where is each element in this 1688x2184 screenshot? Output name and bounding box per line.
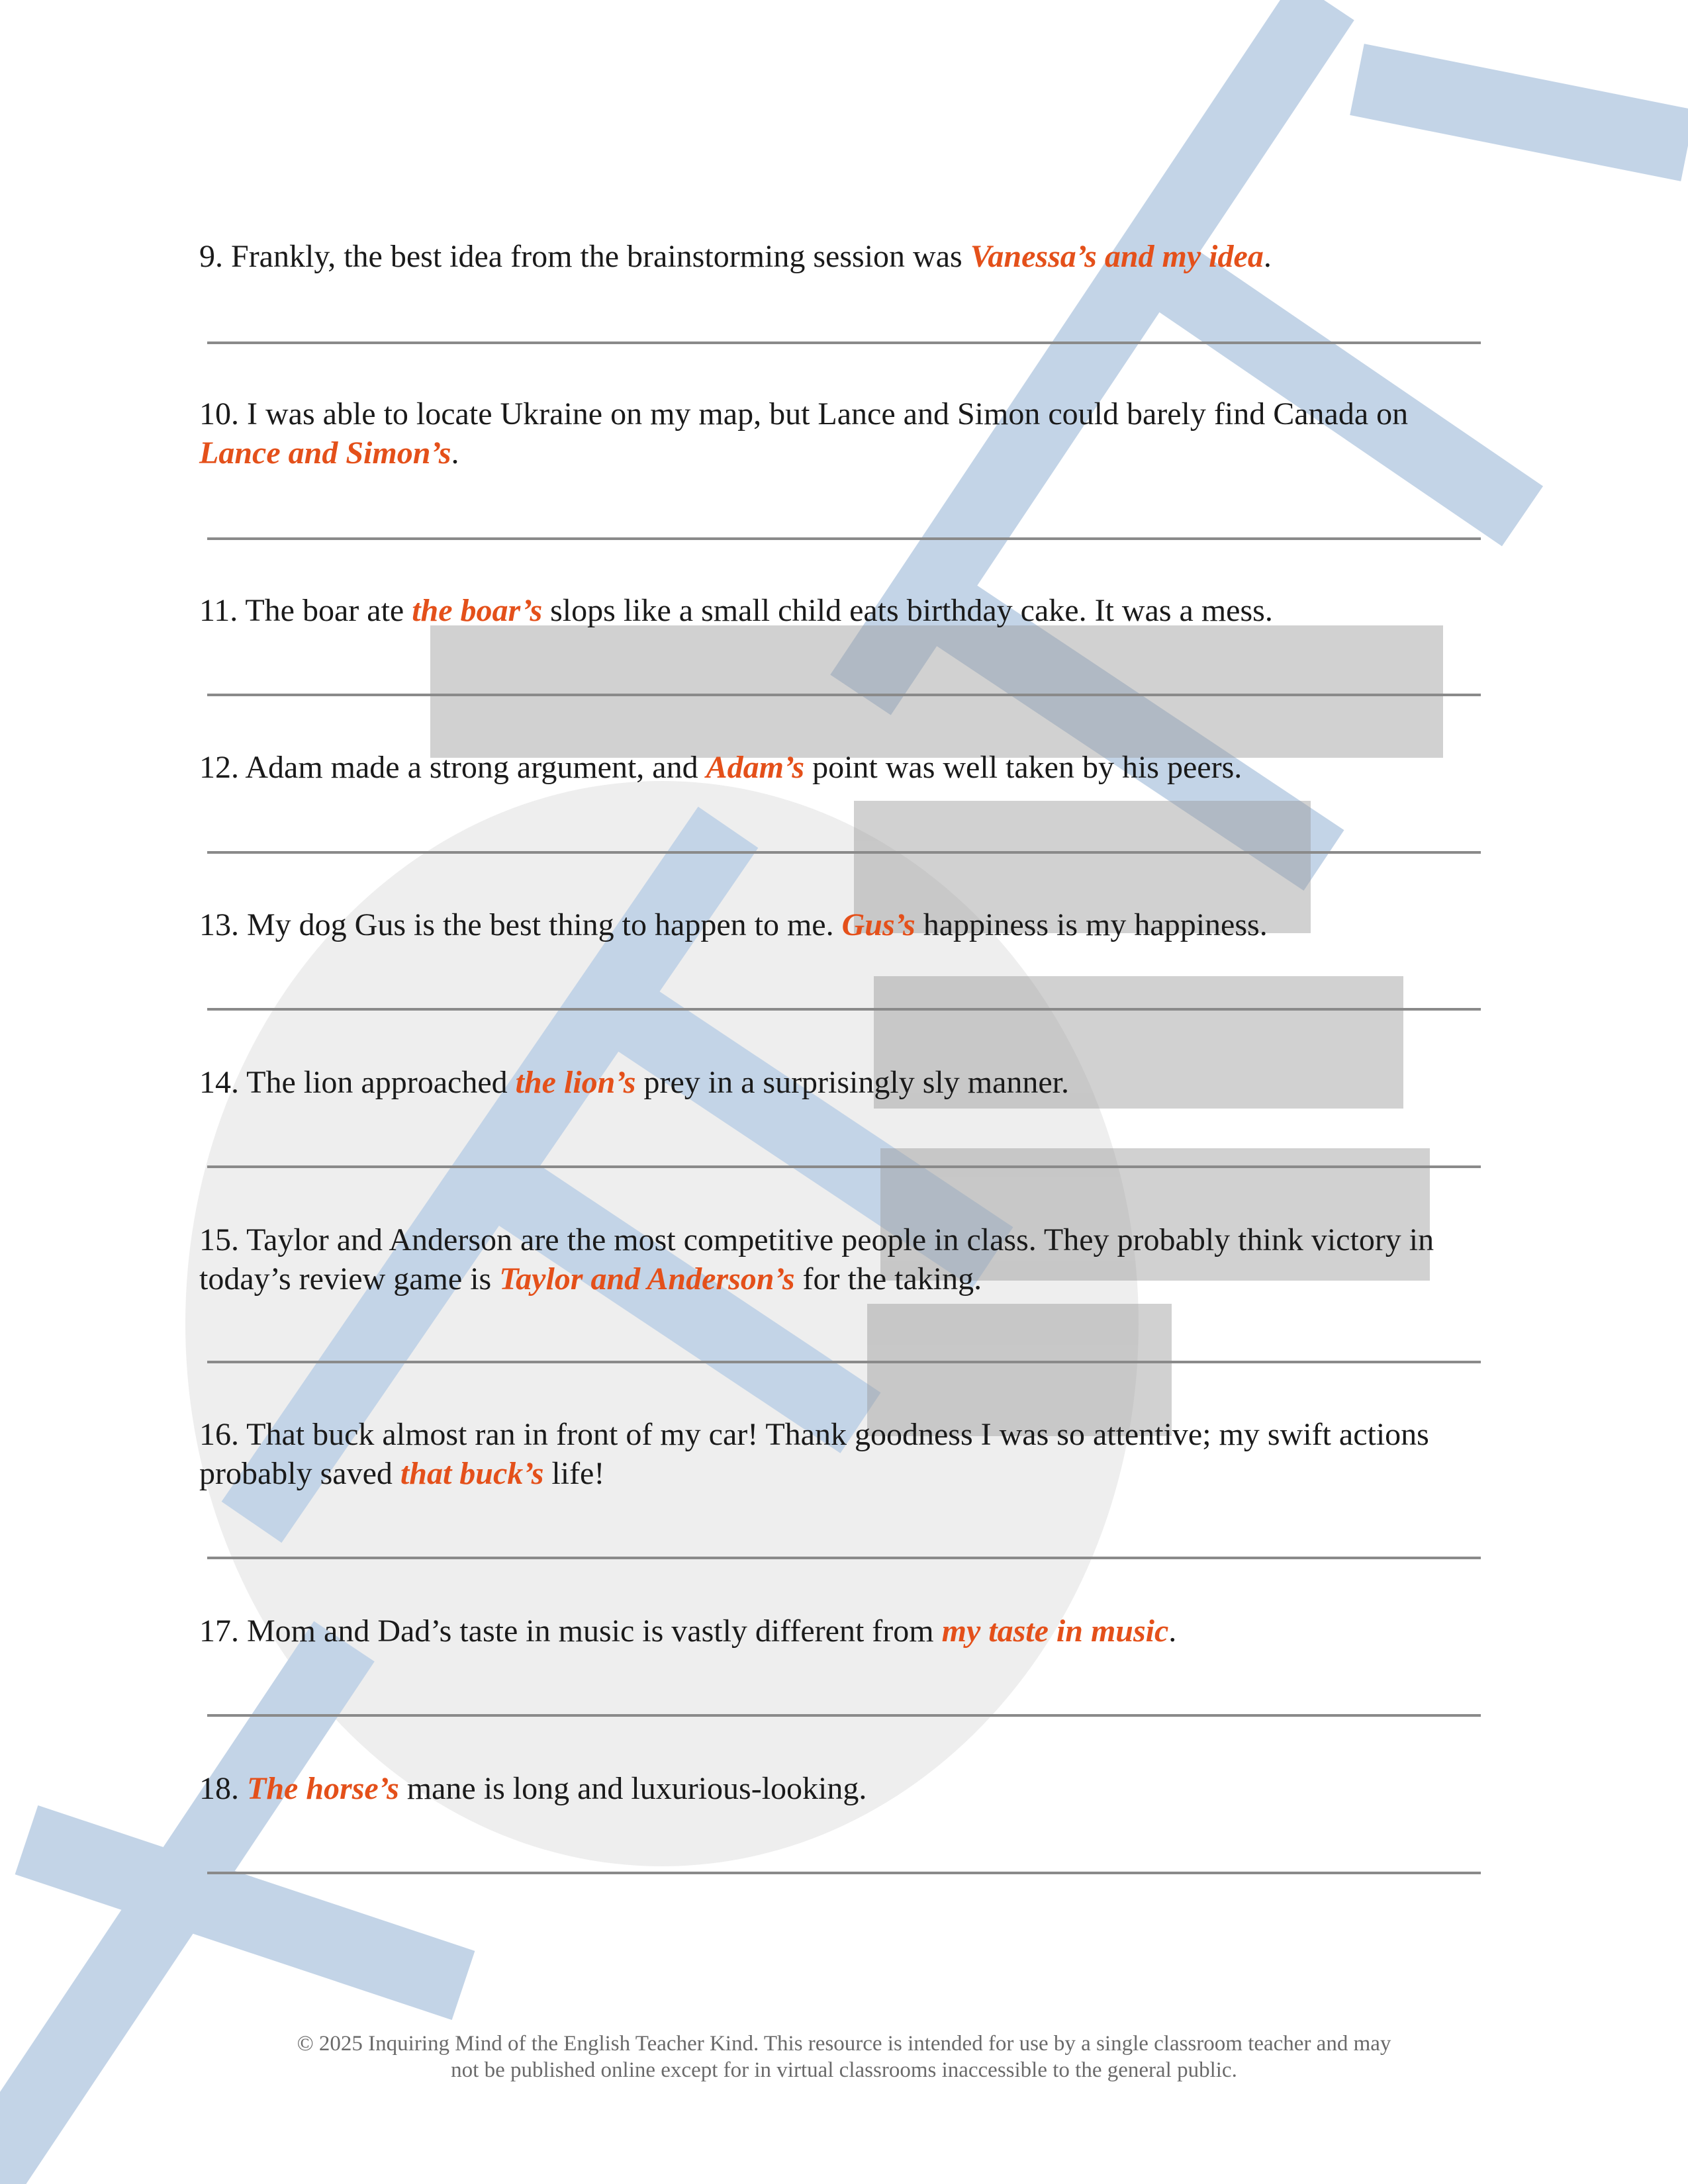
sentence-text: mane is long and luxurious-looking. [399, 1771, 867, 1806]
highlighted-phrase: Taylor and Anderson’s [499, 1261, 795, 1297]
sentence-text: 11. The boar ate [199, 593, 412, 628]
highlighted-phrase: Lance and Simon’s [199, 435, 451, 471]
footer-line-1: © 2025 Inquiring Mind of the English Teacher Kind. This resource is intended for use by a single classroom teacher and may [297, 2032, 1391, 2056]
question-item [199, 591, 1497, 630]
answer-line[interactable] [207, 694, 1481, 696]
sentence-text: for the taking. [794, 1261, 982, 1297]
question-item [199, 748, 1497, 787]
answer-line[interactable] [207, 537, 1481, 540]
highlighted-phrase: The horse’s [247, 1771, 399, 1806]
sentence-text: 17. Mom and Dad’s taste in music is vastly different from [199, 1614, 942, 1649]
answer-line[interactable] [207, 1714, 1481, 1717]
sentence-text: 9. Frankly, the best idea from the brainstorming session was [199, 239, 970, 274]
sentence-text: 12. Adam made a strong argument, and [199, 750, 706, 785]
brand-watermark [430, 625, 1443, 1436]
highlighted-phrase: my taste in music [941, 1614, 1169, 1649]
sentence-text: 13. My dog Gus is the best thing to happen to me. [199, 907, 842, 942]
highlighted-phrase: Gus’s [841, 907, 915, 942]
copyright-footer [199, 2030, 1489, 2083]
answer-line[interactable] [207, 851, 1481, 854]
question-item [199, 1220, 1497, 1298]
answer-line[interactable] [207, 341, 1481, 344]
sentence-text: 18. [199, 1771, 247, 1806]
sentence-text: prey in a surprisingly sly manner. [635, 1065, 1070, 1100]
highlighted-phrase: the boar’s [412, 593, 543, 628]
sentence-text: 10. I was able to locate Ukraine on my map, but Lance and Simon could barely find Canada on [199, 396, 1409, 432]
sentence-text: 14. The lion approached [199, 1065, 516, 1100]
question-item [199, 1612, 1497, 1651]
question-item [199, 905, 1497, 944]
highlighted-phrase: the lion’s [515, 1065, 636, 1100]
highlighted-phrase: Vanessa’s and my idea [970, 239, 1264, 274]
footer-line-2: not be published online except for in virtual classrooms inaccessible to the general public. [451, 2058, 1237, 2082]
answer-line[interactable] [207, 1872, 1481, 1874]
sentence-text: 16. That buck almost ran in front of my car! Thank goodness I was so attentive; my swift actions probably saved [199, 1417, 1429, 1491]
sentence-text: life! [543, 1456, 605, 1491]
answer-line[interactable] [207, 1008, 1481, 1011]
sentence-text: slops like a small child eats birthday cake. It was a mess. [542, 593, 1273, 628]
question-item [199, 394, 1497, 473]
answer-line[interactable] [207, 1361, 1481, 1363]
sentence-text: happiness is my happiness. [915, 907, 1268, 942]
sentence-text: . [1263, 239, 1272, 274]
sentence-text: . [451, 435, 459, 471]
highlighted-phrase: that buck’s [400, 1456, 544, 1491]
answer-line[interactable] [207, 1165, 1481, 1168]
question-item [199, 1769, 1497, 1808]
question-item [199, 1063, 1497, 1102]
sentence-text: 15. Taylor and Anderson are the most competitive people in class. They probably think victory in today’s review game is [199, 1222, 1434, 1297]
question-item [199, 237, 1497, 276]
question-item [199, 1415, 1497, 1493]
brand-line-block [430, 625, 1443, 758]
sentence-text: . [1168, 1614, 1177, 1649]
highlighted-phrase: Adam’s [706, 750, 805, 785]
sentence-text: point was well taken by his peers. [804, 750, 1243, 785]
answer-line[interactable] [207, 1557, 1481, 1559]
